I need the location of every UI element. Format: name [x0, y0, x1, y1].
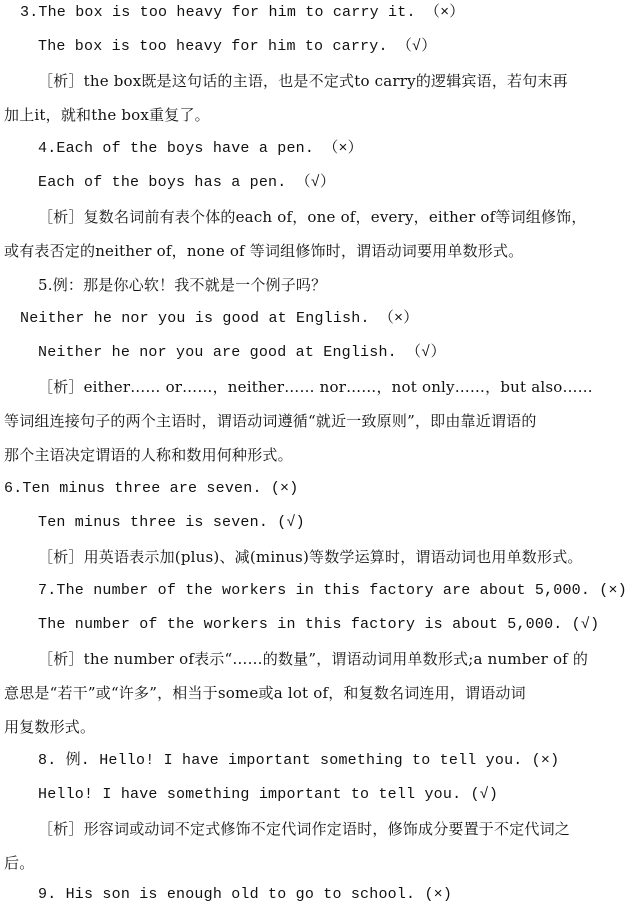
example-5-wrong: Neither he nor you is good at English. （×） [20, 310, 419, 327]
analysis-5-line3: 那个主语决定谓语的人称和数用何种形式。 [4, 446, 293, 464]
analysis-4-line1: ［析］复数名词前有表个体的each of，one of，every，either of等词组修饰， [38, 208, 587, 226]
analysis-6-line1: ［析］用英语表示加(plus)、减(minus)等数学运算时，谓语动词也用单数形式。 [38, 548, 583, 566]
example-4-correct: Each of the boys has a pen. （√） [38, 174, 336, 191]
analysis-3-line1: ［析］the box既是这句话的主语，也是不定式to carry的逻辑宾语，若句末再 [38, 72, 568, 90]
example-3-wrong: 3.The box is too heavy for him to carry it. （×） [20, 4, 465, 21]
example-4-wrong: 4.Each of the boys have a pen. （×） [38, 140, 363, 157]
example-6-wrong: 6.Ten minus three are seven. (×) [4, 480, 299, 497]
analysis-5-line1: ［析］either…… or……，neither…… nor……，not only……，but also…… [38, 378, 593, 396]
analysis-4-line2: 或有表否定的neither of，none of 等词组修饰时，谓语动词要用单数形式。 [4, 242, 524, 260]
analysis-7-line2: 意思是“若干”或“许多”，相当于some或a lot of，和复数名词连用，谓语动词 [4, 684, 526, 702]
analysis-8-line2: 后。 [4, 854, 35, 872]
example-8-wrong: 8. 例. Hello! I have important something to tell you. (×) [38, 752, 560, 769]
example-9-wrong: 9. His son is enough old to go to school. (×) [38, 886, 453, 903]
example-8-correct: Hello! I have something important to tell you. (√) [38, 786, 499, 803]
analysis-3-line2: 加上it，就和the box重复了。 [4, 106, 210, 124]
example-3-correct: The box is too heavy for him to carry. （√） [38, 38, 437, 55]
analysis-7-line3: 用复数形式。 [4, 718, 96, 736]
example-6-correct: Ten minus three is seven. (√) [38, 514, 305, 531]
example-5-heading: 5.例：那是你心软！我不就是一个例子吗？ [38, 276, 327, 294]
analysis-7-line1: ［析］the number of表示“……的数量”，谓语动词用单数形式;a number of 的 [38, 650, 589, 668]
example-7-wrong: 7.The number of the workers in this factory are about 5,000. (×) [38, 582, 627, 599]
example-7-correct: The number of the workers in this factory is about 5,000. (√) [38, 616, 600, 633]
analysis-5-line2: 等词组连接句子的两个主语时，谓语动词遵循“就近一致原则”，即由靠近谓语的 [4, 412, 537, 430]
example-5-correct: Neither he nor you are good at English. （√） [38, 344, 446, 361]
analysis-8-line1: ［析］形容词或动词不定式修饰不定代词作定语时，修饰成分要置于不定代词之 [38, 820, 571, 838]
